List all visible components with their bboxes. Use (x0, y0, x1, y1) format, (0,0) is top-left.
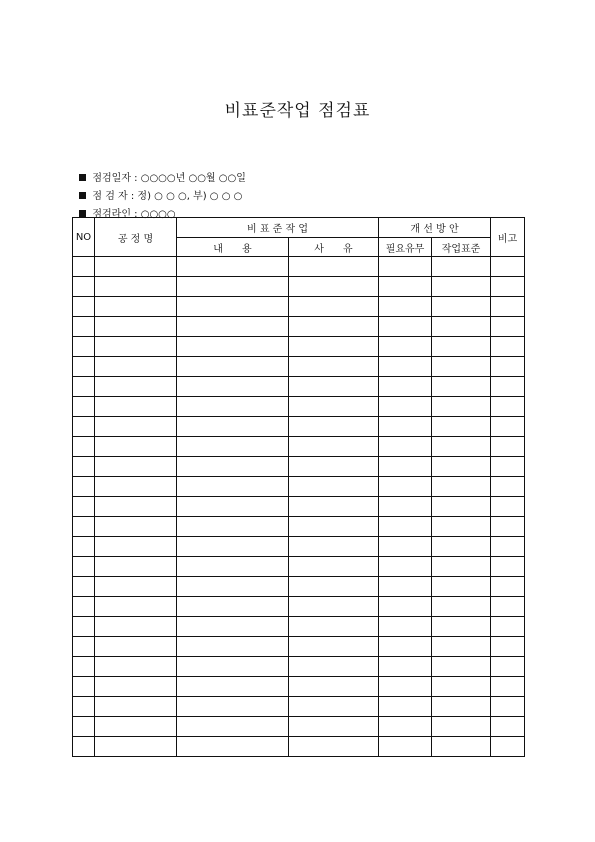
cell-work-standard[interactable] (432, 437, 491, 457)
cell-reason[interactable] (289, 397, 379, 417)
header-need: 필요유무 (379, 238, 432, 257)
cell-content[interactable] (177, 377, 289, 397)
cell-reason[interactable] (289, 657, 379, 677)
table-row (73, 557, 525, 577)
table-row (73, 577, 525, 597)
cell-remark[interactable] (491, 557, 525, 577)
cell-remark[interactable] (491, 417, 525, 437)
table-row (73, 537, 525, 557)
cell-process-name[interactable] (95, 697, 177, 717)
cell-need[interactable] (379, 617, 432, 637)
cell-content[interactable] (177, 297, 289, 317)
cell-no[interactable] (73, 557, 95, 577)
cell-process-name[interactable] (95, 297, 177, 317)
table-row (73, 297, 525, 317)
table-row (73, 317, 525, 337)
cell-no[interactable] (73, 477, 95, 497)
cell-process-name[interactable] (95, 457, 177, 477)
cell-need[interactable] (379, 277, 432, 297)
cell-need[interactable] (379, 637, 432, 657)
cell-process-name[interactable] (95, 257, 177, 277)
cell-no[interactable] (73, 377, 95, 397)
cell-reason[interactable] (289, 557, 379, 577)
cell-remark[interactable] (491, 577, 525, 597)
cell-remark[interactable] (491, 537, 525, 557)
cell-content[interactable] (177, 537, 289, 557)
cell-work-standard[interactable] (432, 617, 491, 637)
cell-no[interactable] (73, 417, 95, 437)
cell-reason[interactable] (289, 297, 379, 317)
cell-need[interactable] (379, 317, 432, 337)
cell-content[interactable] (177, 737, 289, 757)
cell-work-standard[interactable] (432, 477, 491, 497)
cell-process-name[interactable] (95, 617, 177, 637)
cell-reason[interactable] (289, 517, 379, 537)
cell-process-name[interactable] (95, 337, 177, 357)
cell-no[interactable] (73, 697, 95, 717)
cell-no[interactable] (73, 737, 95, 757)
cell-content[interactable] (177, 337, 289, 357)
cell-need[interactable] (379, 357, 432, 377)
cell-need[interactable] (379, 337, 432, 357)
cell-need[interactable] (379, 697, 432, 717)
cell-content[interactable] (177, 417, 289, 437)
table-row (73, 437, 525, 457)
cell-need[interactable] (379, 657, 432, 677)
table-row (73, 397, 525, 417)
cell-no[interactable] (73, 297, 95, 317)
cell-work-standard[interactable] (432, 737, 491, 757)
cell-process-name[interactable] (95, 357, 177, 377)
cell-no[interactable] (73, 537, 95, 557)
cell-reason[interactable] (289, 737, 379, 757)
table-row (73, 357, 525, 377)
table-row (73, 697, 525, 717)
cell-no[interactable] (73, 457, 95, 477)
cell-reason[interactable] (289, 497, 379, 517)
table-row (73, 457, 525, 477)
header-work-standard: 작업표준 (432, 238, 491, 257)
cell-process-name[interactable] (95, 657, 177, 677)
cell-content[interactable] (177, 477, 289, 497)
cell-need[interactable] (379, 437, 432, 457)
cell-reason[interactable] (289, 337, 379, 357)
cell-remark[interactable] (491, 437, 525, 457)
cell-content[interactable] (177, 637, 289, 657)
cell-no[interactable] (73, 577, 95, 597)
cell-need[interactable] (379, 677, 432, 697)
cell-no[interactable] (73, 637, 95, 657)
header-reason: 사 유 (289, 238, 379, 257)
cell-work-standard[interactable] (432, 697, 491, 717)
cell-need[interactable] (379, 497, 432, 517)
cell-work-standard[interactable] (432, 397, 491, 417)
cell-work-standard[interactable] (432, 377, 491, 397)
cell-work-standard[interactable] (432, 657, 491, 677)
cell-no[interactable] (73, 397, 95, 417)
cell-content[interactable] (177, 497, 289, 517)
table-row (73, 337, 525, 357)
cell-reason[interactable] (289, 357, 379, 377)
cell-need[interactable] (379, 517, 432, 537)
cell-reason[interactable] (289, 597, 379, 617)
table-row (73, 737, 525, 757)
cell-content[interactable] (177, 677, 289, 697)
cell-process-name[interactable] (95, 517, 177, 537)
table-row (73, 597, 525, 617)
cell-content[interactable] (177, 277, 289, 297)
cell-remark[interactable] (491, 257, 525, 277)
cell-no[interactable] (73, 517, 95, 537)
cell-process-name[interactable] (95, 477, 177, 497)
cell-remark[interactable] (491, 357, 525, 377)
cell-reason[interactable] (289, 477, 379, 497)
cell-process-name[interactable] (95, 737, 177, 757)
cell-no[interactable] (73, 357, 95, 377)
inspection-table (72, 217, 525, 757)
header-improvement-plan: 개 선 방 안 (379, 218, 491, 238)
cell-remark[interactable] (491, 317, 525, 337)
cell-work-standard[interactable] (432, 517, 491, 537)
cell-work-standard[interactable] (432, 317, 491, 337)
cell-reason[interactable] (289, 417, 379, 437)
table-row (73, 277, 525, 297)
cell-need[interactable] (379, 397, 432, 417)
cell-need[interactable] (379, 577, 432, 597)
cell-remark[interactable] (491, 737, 525, 757)
cell-no[interactable] (73, 337, 95, 357)
cell-work-standard[interactable] (432, 717, 491, 737)
cell-work-standard[interactable] (432, 337, 491, 357)
cell-content[interactable] (177, 717, 289, 737)
cell-process-name[interactable] (95, 557, 177, 577)
cell-work-standard[interactable] (432, 637, 491, 657)
cell-need[interactable] (379, 717, 432, 737)
cell-no[interactable] (73, 717, 95, 737)
cell-process-name[interactable] (95, 417, 177, 437)
header-content: 내 용 (177, 238, 289, 257)
cell-need[interactable] (379, 737, 432, 757)
cell-content[interactable] (177, 397, 289, 417)
table-row (73, 717, 525, 737)
table-body (73, 257, 525, 757)
inspection-date: 점검일자 : ○○○○년 ○○월 ○○일 (92, 173, 246, 184)
cell-remark[interactable] (491, 337, 525, 357)
cell-process-name[interactable] (95, 637, 177, 657)
cell-process-name[interactable] (95, 277, 177, 297)
cell-process-name[interactable] (95, 577, 177, 597)
cell-remark[interactable] (491, 497, 525, 517)
header-nonstandard-work: 비 표 준 작 업 (177, 218, 379, 238)
cell-content[interactable] (177, 457, 289, 477)
cell-work-standard[interactable] (432, 557, 491, 577)
inspection-line: 점검라인 : ○○○○ (92, 209, 176, 220)
cell-work-standard[interactable] (432, 577, 491, 597)
cell-no[interactable] (73, 257, 95, 277)
table-row (73, 377, 525, 397)
cell-reason[interactable] (289, 637, 379, 657)
cell-need[interactable] (379, 377, 432, 397)
table-row (73, 677, 525, 697)
cell-no[interactable] (73, 277, 95, 297)
cell-remark[interactable] (491, 657, 525, 677)
cell-need[interactable] (379, 557, 432, 577)
cell-content[interactable] (177, 617, 289, 637)
cell-content[interactable] (177, 257, 289, 277)
cell-remark[interactable] (491, 697, 525, 717)
cell-remark[interactable] (491, 517, 525, 537)
cell-work-standard[interactable] (432, 357, 491, 377)
cell-content[interactable] (177, 657, 289, 677)
cell-work-standard[interactable] (432, 297, 491, 317)
cell-need[interactable] (379, 477, 432, 497)
cell-reason[interactable] (289, 577, 379, 597)
cell-content[interactable] (177, 557, 289, 577)
cell-content[interactable] (177, 577, 289, 597)
table-row (73, 477, 525, 497)
table-row (73, 517, 525, 537)
cell-process-name[interactable] (95, 497, 177, 517)
cell-reason[interactable] (289, 697, 379, 717)
header-process-name: 공 정 명 (95, 218, 177, 257)
cell-remark[interactable] (491, 397, 525, 417)
table-row (73, 637, 525, 657)
cell-process-name[interactable] (95, 317, 177, 337)
cell-content[interactable] (177, 437, 289, 457)
cell-reason[interactable] (289, 457, 379, 477)
table-row (73, 497, 525, 517)
cell-reason[interactable] (289, 377, 379, 397)
cell-content[interactable] (177, 357, 289, 377)
cell-remark[interactable] (491, 597, 525, 617)
cell-remark[interactable] (491, 477, 525, 497)
cell-remark[interactable] (491, 457, 525, 477)
cell-content[interactable] (177, 597, 289, 617)
cell-remark[interactable] (491, 277, 525, 297)
cell-process-name[interactable] (95, 677, 177, 697)
cell-reason[interactable] (289, 437, 379, 457)
cell-reason[interactable] (289, 257, 379, 277)
cell-remark[interactable] (491, 617, 525, 637)
table-row (73, 657, 525, 677)
cell-need[interactable] (379, 457, 432, 477)
cell-work-standard[interactable] (432, 677, 491, 697)
cell-process-name[interactable] (95, 717, 177, 737)
table-row (73, 417, 525, 437)
cell-reason[interactable] (289, 717, 379, 737)
cell-no[interactable] (73, 317, 95, 337)
cell-reason[interactable] (289, 537, 379, 557)
cell-remark[interactable] (491, 717, 525, 737)
cell-need[interactable] (379, 597, 432, 617)
cell-content[interactable] (177, 517, 289, 537)
cell-work-standard[interactable] (432, 257, 491, 277)
cell-no[interactable] (73, 597, 95, 617)
table-row (73, 257, 525, 277)
cell-remark[interactable] (491, 677, 525, 697)
table-row (73, 617, 525, 637)
cell-reason[interactable] (289, 277, 379, 297)
cell-need[interactable] (379, 297, 432, 317)
cell-no[interactable] (73, 617, 95, 637)
cell-need[interactable] (379, 257, 432, 277)
inspector: 점 검 자 : 정) ○ ○ ○, 부) ○ ○ ○ (92, 191, 243, 202)
cell-content[interactable] (177, 317, 289, 337)
cell-content[interactable] (177, 697, 289, 717)
cell-work-standard[interactable] (432, 417, 491, 437)
cell-no[interactable] (73, 437, 95, 457)
cell-no[interactable] (73, 677, 95, 697)
cell-remark[interactable] (491, 377, 525, 397)
cell-process-name[interactable] (95, 597, 177, 617)
cell-no[interactable] (73, 657, 95, 677)
cell-reason[interactable] (289, 317, 379, 337)
header-remark: 비고 (491, 218, 525, 257)
cell-remark[interactable] (491, 297, 525, 317)
cell-process-name[interactable] (95, 397, 177, 417)
cell-process-name[interactable] (95, 537, 177, 557)
cell-remark[interactable] (491, 637, 525, 657)
cell-reason[interactable] (289, 617, 379, 637)
cell-process-name[interactable] (95, 437, 177, 457)
cell-process-name[interactable] (95, 377, 177, 397)
cell-work-standard[interactable] (432, 497, 491, 517)
cell-reason[interactable] (289, 677, 379, 697)
cell-work-standard[interactable] (432, 597, 491, 617)
document-title: 비표준작업 점검표 (224, 101, 371, 121)
cell-work-standard[interactable] (432, 537, 491, 557)
cell-need[interactable] (379, 537, 432, 557)
square-bullet-icon (79, 210, 86, 217)
cell-no[interactable] (73, 497, 95, 517)
header-no: NO (73, 218, 95, 257)
cell-work-standard[interactable] (432, 277, 491, 297)
cell-work-standard[interactable] (432, 457, 491, 477)
cell-need[interactable] (379, 417, 432, 437)
